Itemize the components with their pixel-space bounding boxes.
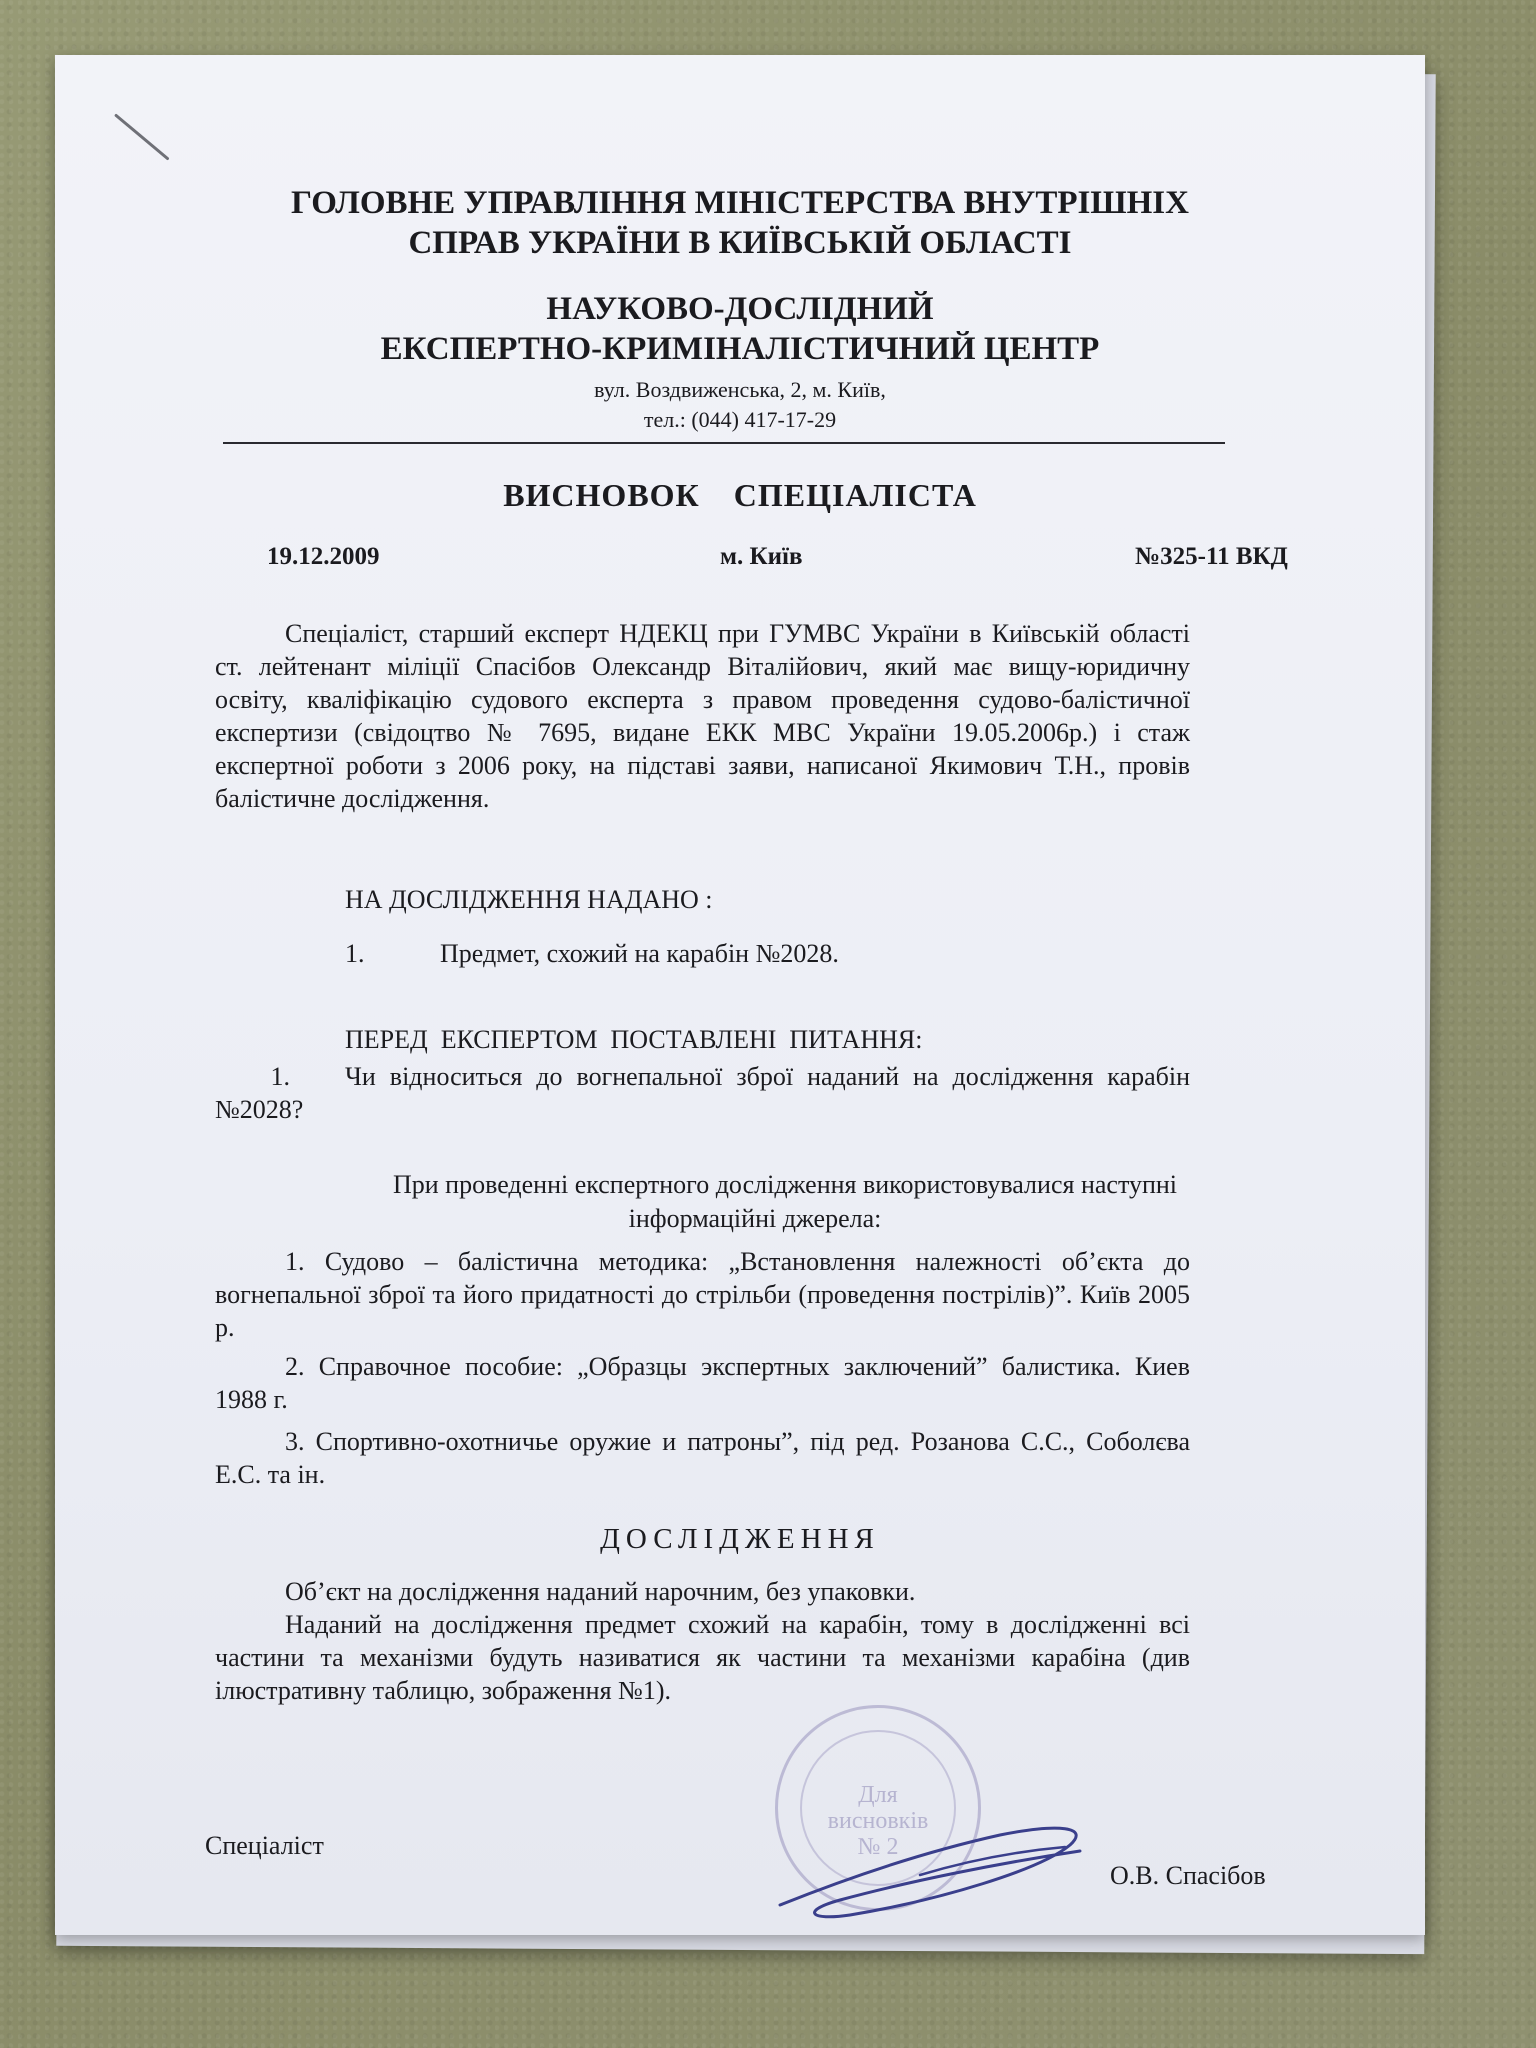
signature-role: Спеціаліст [205, 1831, 324, 1860]
ministry-line-1: ГОЛОВНЕ УПРАВЛІННЯ МІНІСТЕРСТВА ВНУТРІШНІХ [291, 185, 1189, 221]
provided-item-text: Предмет, схожий на карабін №2028. [440, 939, 839, 968]
document-date: 19.12.2009 [267, 543, 380, 570]
center-line-2: ЕКСПЕРТНО-КРИМІНАЛІСТИЧНИЙ ЦЕНТР [380, 331, 1100, 367]
stamp-line-3: № 2 [857, 1834, 899, 1860]
source-item-2: 2. Справочное пособие: „Образцы экспертных заключений” балистика. Киев 1988 г. [215, 1352, 1190, 1414]
source-item-1: 1. Судово – балістична методика: „Встановлення належності об’єкта до вогнепальної зброї та його придатності до стрільби (проведення пострілів)”. Київ 2005 р. [215, 1247, 1190, 1342]
header-divider [223, 442, 1225, 444]
center-line-1: НАУКОВО-ДОСЛІДНИЙ [546, 291, 934, 327]
phone: тел.: (044) 417-17-29 [643, 407, 837, 432]
question-item [215, 1060, 1190, 1126]
research-paragraph-1: Об’єкт на дослідження наданий нарочним, без упаковки. [285, 1577, 916, 1606]
document-city: м. Київ [720, 543, 803, 570]
signature-name: О.В. Спасібов [1110, 1861, 1266, 1890]
center-heading [55, 289, 1425, 369]
questions-heading: ПЕРЕД ЕКСПЕРТОМ ПОСТАВЛЕНІ ПИТАННЯ: [345, 1025, 923, 1054]
document-page [55, 55, 1425, 1935]
document-title: ВИСНОВОК СПЕЦІАЛІСТА [503, 477, 977, 513]
ministry-heading [55, 183, 1425, 263]
stamp-line-1: Для [858, 1782, 898, 1808]
sources-intro [55, 1168, 1425, 1236]
provided-item-number: 1. [345, 939, 365, 968]
address: вул. Воздвиженська, 2, м. Київ, [594, 377, 886, 402]
research-heading: ДОСЛІДЖЕННЯ [600, 1523, 880, 1555]
question-number: 1. [270, 1062, 290, 1091]
staple [114, 113, 170, 160]
intro-paragraph: Спеціаліст, старший експерт НДЕКЦ при ГУМВС України в Київській області ст. лейтенант міліції Спасібов Олександр Віталійович, який має вищу-юридичну освіту, кваліфікацію судового експерта з правом проведення судово-балістичної експертизи (свідоцтво № 7695, видане ЕКК МВС України 19.05.2006р.) і стаж експертної роботи з 2006 року, на підставі заяви, написаної Якимович Т.Н., провів балістичне дослідження. [215, 619, 1190, 813]
sources-intro-line-1: При проведенні експертного дослідження використовувалися наступні [392, 1170, 1178, 1199]
provided-heading: НА ДОСЛІДЖЕННЯ НАДАНО : [345, 885, 713, 914]
sources-intro-line-2: інформаційні джерела: [628, 1204, 882, 1233]
stamp-line-2: висновків [827, 1808, 929, 1834]
source-item-3: 3. Спортивно-охотничье оружие и патроны”, під ред. Розанова С.С., Соболєва Е.С. та ін. [215, 1427, 1190, 1489]
document-number: №325-11 ВКД [1135, 543, 1288, 570]
handwritten-signature [770, 1815, 1110, 1925]
ministry-line-2: СПРАВ УКРАЇНИ В КИЇВСЬКІЙ ОБЛАСТІ [408, 225, 1072, 261]
research-paragraph-2: Наданий на дослідження предмет схожий на карабін, тому в дослідженні всі частини та механізми будуть називатися як частини та механізми карабіна (див ілюстративну таблицю, зображення №1). [215, 1610, 1190, 1705]
address-block [55, 375, 1425, 435]
question-text: Чи відноситься до вогнепальної зброї наданий на дослідження карабін №2028? [215, 1062, 1190, 1124]
